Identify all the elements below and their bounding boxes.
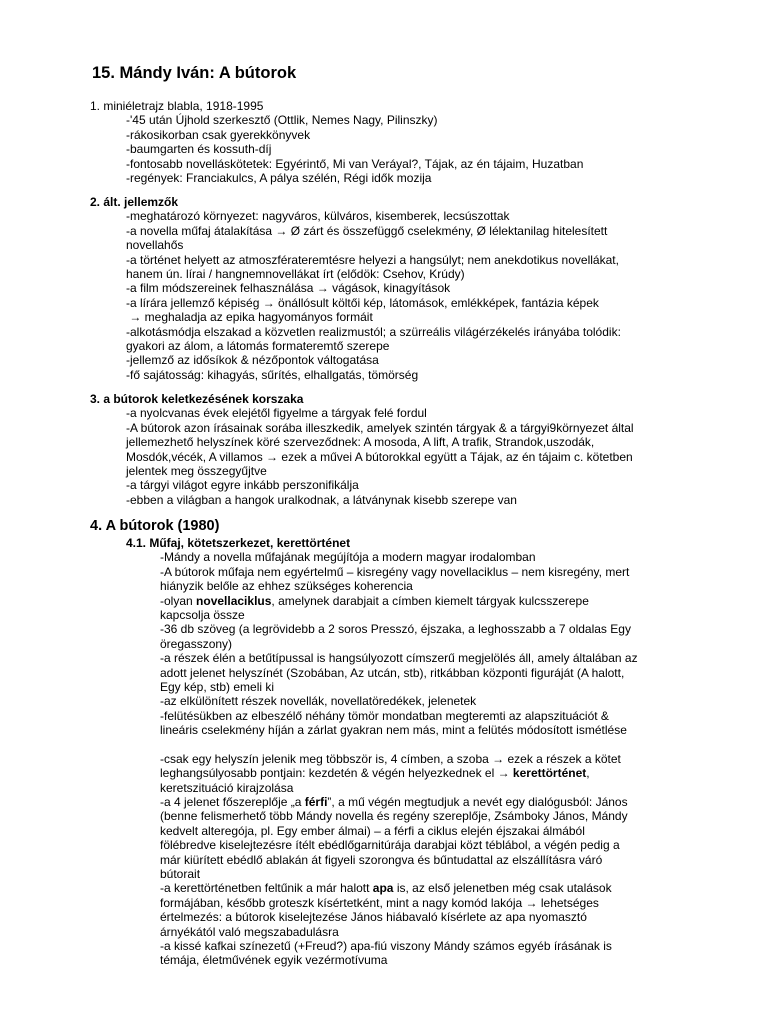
- list-item: → meghaladja az epika hagyományos formáit: [126, 310, 373, 325]
- list-item: -a részek élén a betűtípussal is hangsúlyozott címszerű megjelölés áll, amely általában az: [160, 651, 638, 666]
- list-item: jelentek meg összegyűjtve: [126, 464, 267, 479]
- section-origin: [90, 392, 690, 507]
- list-item: -A bútorok műfaja nem egyértelmű – kisregény vagy novellaciklus – nem kisregény, mert: [160, 564, 630, 579]
- list-item: -baumgarten és kossuth-díj: [126, 142, 272, 157]
- list-item: formájában, később groteszk kísértetként, mint a nagy komód lakója → lehetséges: [160, 895, 599, 910]
- blank-line: [160, 738, 690, 752]
- section-items: [90, 406, 690, 507]
- section-items: [90, 550, 690, 967]
- list-item: -a novella műfaj átalakítása → Ø zárt és összefüggő cselekmény, Ø lélektanilag hitelesített: [126, 223, 608, 238]
- section-heading: 3. a bútorok keletkezésének korszaka: [90, 392, 304, 406]
- text-run: -a 4 jelenet főszereplője „a: [160, 794, 305, 809]
- list-item: -a film módszereinek felhasználása → vágások, kinagyítások: [126, 281, 451, 296]
- list-item: témája, életművének egyik vezérmotívuma: [160, 953, 388, 968]
- section-heading: 1. miniéletrajz blabla, 1918-1995: [90, 99, 264, 113]
- list-item: jellemezhető helyszínek köré szerveződnek: A mosoda, A lift, A trafik, Strandok,uszodák,: [126, 435, 595, 450]
- list-item: [160, 766, 690, 780]
- list-item: -a lírára jellemző képiség → önállósult költői kép, látomások, emlékképek, fantázia képek: [126, 295, 599, 310]
- text-run: leghangsúlyosabb pontjain: kezdetén & végén helyezkednek el →: [160, 766, 513, 781]
- list-item: árnyékától való megszabadulásra: [160, 924, 339, 939]
- list-item: kedvelt alteregója, pl. Egy ember álmai) – a férfi a ciklus elején éjszakai álmából: [160, 823, 585, 838]
- list-item: -'45 után Újhold szerkesztő (Ottlik, Nemes Nagy, Pilinszky): [126, 113, 438, 128]
- section-items: [90, 209, 690, 382]
- section-butorok: [90, 518, 690, 968]
- list-item: -jellemző az idősíkok & nézőpontok váltogatása: [126, 353, 379, 368]
- list-item: -csak egy helyszín jelenik meg többször is, 4 címben, a szoba → ezek a részek a kötet: [160, 751, 621, 766]
- list-item: Mosdók,vécék, A villamos → ezek a művei A bútorokkal együtt a Tájak, az én tájaim c. kötetben: [126, 449, 633, 464]
- list-item: kapcsolja össze: [160, 608, 245, 623]
- list-item: -36 db szöveg (a legrövidebb a 2 soros Presszó, éjszaka, a leghosszabb a 7 oldalas Egy: [160, 622, 631, 637]
- list-item: [160, 881, 690, 895]
- list-item: keretszituáció kirajzolása: [160, 780, 294, 795]
- section-biography: [90, 99, 690, 185]
- bold-term: férfi: [304, 794, 328, 809]
- list-item: -meghatározó környezet: nagyváros, külváros, kisemberek, lecsúszottak: [126, 209, 510, 224]
- list-item: -a tárgyi világot egyre inkább perszonifikálja: [126, 478, 359, 493]
- list-item: öregasszony): [160, 636, 233, 651]
- section-characteristics: [90, 195, 690, 382]
- list-item: -regények: Franciakulcs, A pálya szélén, Régi idők mozija: [126, 171, 432, 186]
- list-item: lineáris cselekmény híján a zárlat gyakran nem más, mint a felütés módosított ismétlése: [160, 723, 627, 738]
- section-heading: 2. ált. jellemzők: [90, 195, 179, 209]
- section-items: [90, 113, 690, 185]
- list-item: (benne felismerhető több Mándy novella és regény szereplője, Zsámboky János, Mándy: [160, 809, 628, 824]
- list-item: bútorait: [160, 866, 201, 881]
- list-item: -a történet helyett az atmoszférateremtésre helyezi a hangsúlyt; nem anekdotikus novellákat,: [126, 252, 619, 267]
- list-item: hanem ún. lírai / hangnemnovellákat írt (elődök: Csehov, Krúdy): [126, 267, 465, 282]
- text-run: is, az első jelenetben még csak utalások: [393, 881, 612, 896]
- bold-term: kerettörténet: [512, 766, 587, 781]
- list-item: -alkotásmódja elszakad a közvetlen realizmustól; a szürreális világérzékelés irányába tolódik:: [126, 324, 621, 339]
- list-item: -a nyolcvanas évek elejétől figyelme a tárgyak felé fordul: [126, 406, 427, 421]
- list-item: novellahős: [126, 238, 184, 253]
- list-item: [160, 795, 690, 809]
- list-item: hiányzik belőle az ehhez szükséges koherencia: [160, 579, 413, 594]
- list-item: -A bútorok azon írásainak sorába illeszkedik, amelyek szintén tárgyak & a tárgyi9környezet által: [126, 420, 634, 435]
- list-item: értelmezés: a bútorok kiselejtezése János hiábavaló kísérlete az apa nyomasztó: [160, 910, 587, 925]
- list-item: -Mándy a novella műfajának megújítója a modern magyar irodalomban: [160, 550, 536, 565]
- bold-term: apa: [372, 881, 394, 896]
- list-item: -rákosikorban csak gyerekkönyvek: [126, 127, 311, 142]
- list-item: -fontosabb novelláskötetek: Egyérintő, Mi van Veráyal?, Tájak, az én tájaim, Huzatban: [126, 156, 584, 171]
- list-item: -felütésükben az elbeszélő néhány tömör mondatban megteremti az alapszituációt &: [160, 708, 609, 723]
- list-item: -az elkülönített részek novellák, novellatöredékek, jelenetek: [160, 694, 477, 709]
- text-run: -a kerettörténetben feltűnik a már halott: [160, 881, 373, 896]
- page-title: 15. Mándy Iván: A bútorok: [92, 64, 297, 82]
- list-item: -ebben a világban a hangok uralkodnak, a látványnak kisebb szerepe van: [126, 492, 517, 507]
- subsection-heading: 4.1. Műfaj, kötetszerkezet, kerettörténet: [126, 536, 351, 550]
- list-item: már kiürített ebédlő ablakán át figyeli szorongva és bűntudattal az elszállításra váró: [160, 852, 603, 867]
- text-run: ”, a mű végén megtudjuk a nevét egy dialógusból: János: [327, 794, 628, 809]
- text-run: -olyan: [160, 593, 197, 608]
- list-item: adott jelenet helyszínét (Szobában, Az utcán, stb), ritkábban központi figuráját (A halott,: [160, 665, 625, 680]
- list-item: gyakori az álom, a látomás formateremtő szerepe: [126, 339, 390, 354]
- list-item: -a kissé kafkai színezetű (+Freud?) apa-fiú viszony Mándy számos egyéb írásának is: [160, 938, 612, 953]
- list-item: -fő sajátosság: kihagyás, sűrítés, elhallgatás, tömörség: [126, 367, 419, 382]
- text-run: ,: [586, 766, 590, 781]
- list-item: [160, 594, 690, 608]
- text-run: , amelynek darabjait a címben kiemelt tárgyak kulcsszerepe: [271, 593, 589, 608]
- list-item: fölébredve kiselejtezésre ítélt ebédlőgarnitúrája darabjai közt téblábol, a végén pedig a: [160, 838, 620, 853]
- section-heading: 4. A bútorok (1980): [90, 518, 220, 534]
- bold-term: novellaciklus: [196, 593, 272, 608]
- list-item: Egy kép, stb) emeli ki: [160, 680, 275, 695]
